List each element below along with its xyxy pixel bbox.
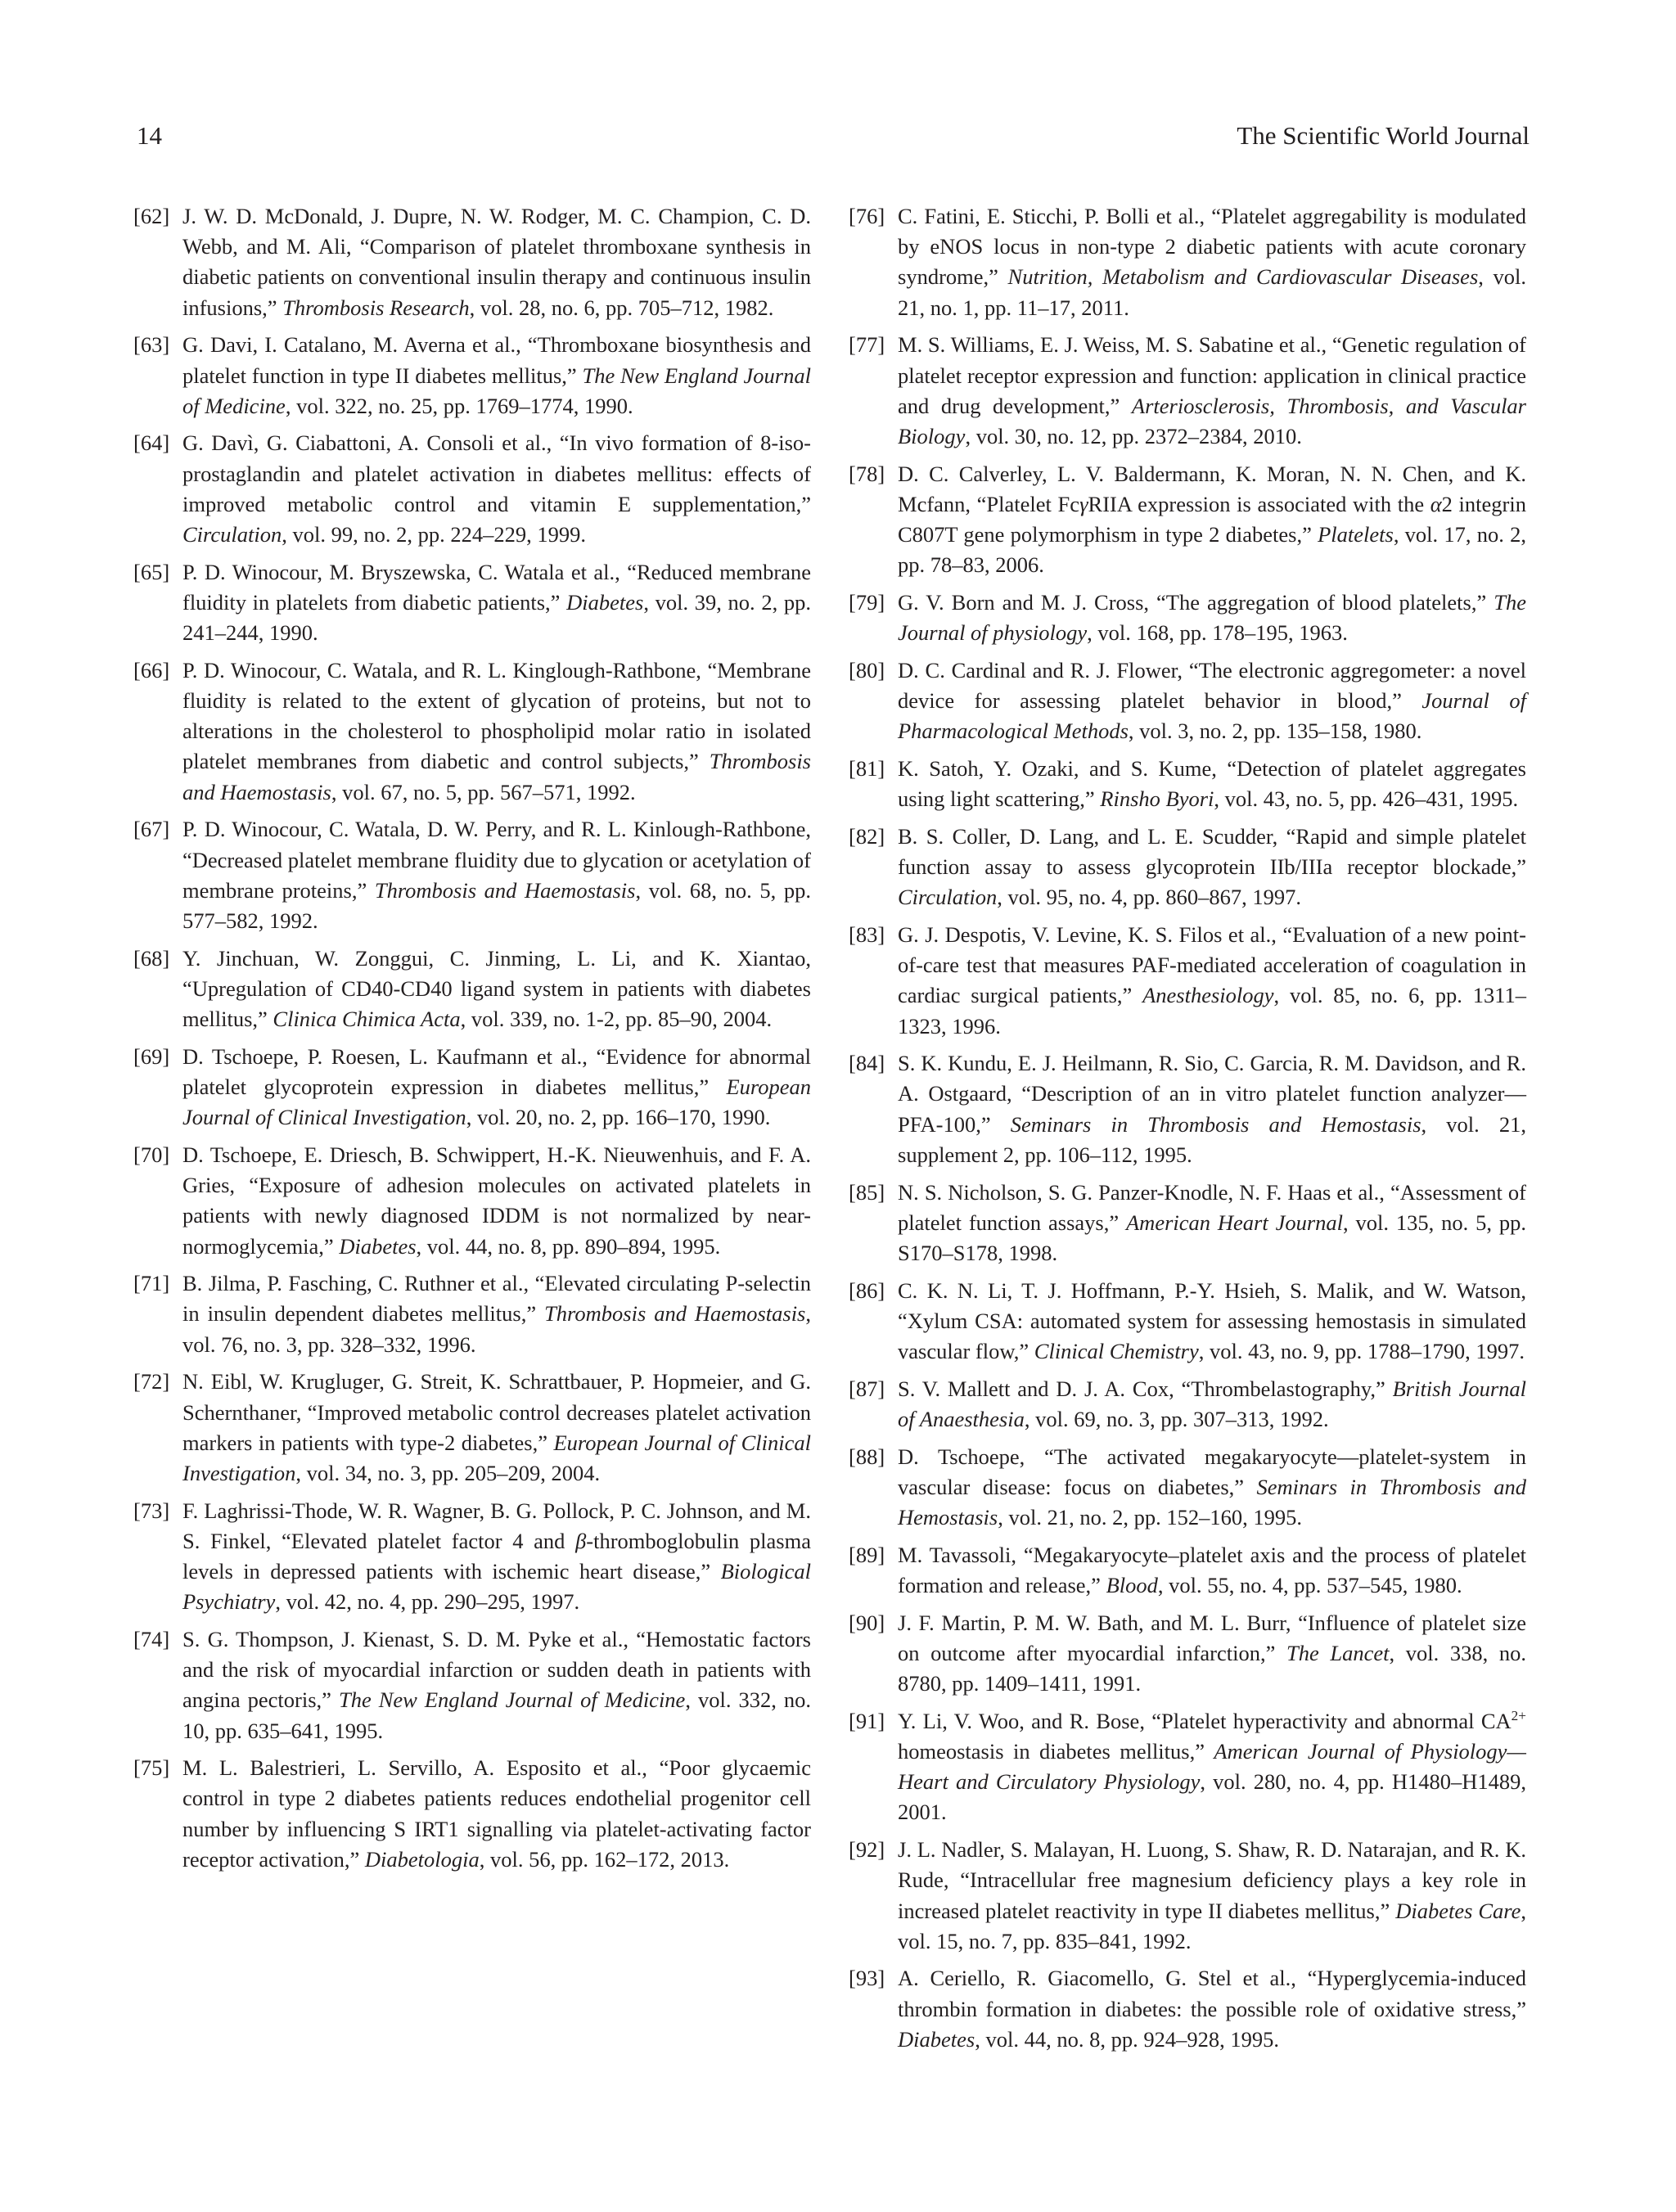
reference-number: [90]	[849, 1610, 885, 1635]
reference-text-part: M. S. Williams, E. J. Weiss, M. S. Sabatine et al., “Genetic regulation of platelet receptor expression and function: application in clinical practice and drug development,”	[898, 332, 1526, 418]
reference-italic-text: European Journal of Clinical Investigation	[182, 1074, 811, 1130]
reference-number: [88]	[849, 1444, 885, 1469]
reference-number: [66]	[133, 657, 170, 683]
reference-italic-text: The Lancet	[1286, 1640, 1390, 1665]
reference-italic-text: Diabetes	[898, 2026, 975, 2052]
reference-text	[182, 204, 811, 320]
reference-text-part: , vol. 135, no. 5, pp. S170–S178, 1998.	[898, 1210, 1526, 1265]
reference-number: [84]	[849, 1051, 885, 1076]
reference-text-part: -thromboglobulin plasma levels in depressed patients with ischemic heart disease,”	[182, 1528, 811, 1584]
reference-text-part: P. D. Winocour, M. Bryszewska, C. Watala et al., “Reduced membrane fluidity in platelets from diabetic patients,”	[182, 559, 811, 615]
reference-text-part: , vol. 39, no. 2, pp. 241–244, 1990.	[182, 589, 811, 646]
reference-entry	[849, 1608, 1526, 1700]
reference-text-part: , vol. 21, supplement 2, pp. 106–112, 1995.	[898, 1111, 1526, 1167]
reference-entry	[849, 1276, 1526, 1367]
reference-entry	[849, 588, 1526, 648]
reference-entry	[849, 920, 1526, 1042]
reference-text-part: M. L. Balestrieri, L. Servillo, A. Esposito et al., “Poor glycaemic control in type 2 diabetes patients reduces endothelial progenitor cell number by influencing S IRT1 signalling via platelet-activating factor receptor activation,”	[182, 1755, 811, 1872]
reference-text-part: A. Ceriello, R. Giacomello, G. Stel et al., “Hyperglycemia-induced thrombin formation in diabetes: the possible role of oxidative stress,”	[898, 1966, 1526, 2021]
reference-text-part: , vol. 17, no. 2, pp. 78–83, 2006.	[898, 522, 1526, 578]
reference-text	[898, 1051, 1526, 1167]
reference-text	[182, 1627, 811, 1743]
reference-text-part: D. C. Calverley, L. V. Baldermann, K. Moran, N. N. Chen, and K. Mcfann, “Platelet Fc	[898, 461, 1526, 516]
reference-text	[898, 1180, 1526, 1265]
reference-text	[898, 590, 1526, 645]
reference-entry	[133, 428, 811, 550]
reference-text-part: B. Jilma, P. Fasching, C. Ruthner et al., “Elevated circulating P-selectin in insulin dependent diabetes mellitus,”	[182, 1271, 811, 1327]
reference-number: [85]	[849, 1179, 885, 1205]
reference-number: [92]	[849, 1837, 885, 1863]
reference-text	[898, 756, 1526, 811]
reference-number: [70]	[133, 1142, 170, 1167]
reference-number: [82]	[849, 823, 885, 849]
reference-text-part: , vol. 34, no. 3, pp. 205–209, 2004.	[295, 1460, 601, 1485]
reference-italic-text: Diabetologia	[364, 1846, 480, 1872]
reference-number: [65]	[133, 559, 170, 584]
page-header	[137, 116, 1530, 155]
reference-text-part: 2+	[1511, 1708, 1526, 1724]
reference-italic-text: Nutrition, Metabolism and Cardiovascular Diseases	[1007, 264, 1479, 290]
reference-text-part: N. Eibl, W. Krugluger, G. Streit, K. Schrattbauer, P. Hopmeier, and G. Schernthaner, “Improved metabolic control decreases platelet activation markers in patients with type-2 diabetes,”	[182, 1369, 811, 1455]
reference-text-part: C. K. N. Li, T. J. Hoffmann, P.-Y. Hsieh, S. Malik, and W. Watson, “Xylum CSA: automated system for assessing hemostasis in simulated vascular flow,”	[898, 1277, 1526, 1364]
reference-number: [89]	[849, 1542, 885, 1567]
reference-italic-text: European Journal of Clinical Investigation	[182, 1430, 811, 1485]
reference-italic-text: γ	[1079, 491, 1088, 516]
reference-text	[182, 946, 811, 1031]
references-left-column	[133, 201, 811, 1882]
reference-text-part: , vol. 44, no. 8, pp. 924–928, 1995.	[975, 2026, 1279, 2052]
reference-italic-text: Arteriosclerosis, Thrombosis, and Vascular Biology	[898, 393, 1526, 448]
reference-text	[898, 1278, 1526, 1363]
reference-italic-text: Thrombosis and Haemostasis	[374, 877, 636, 903]
reference-text-part: , vol. 68, no. 5, pp. 577–582, 1992.	[182, 877, 811, 933]
reference-text-part: J. W. D. McDonald, J. Dupre, N. W. Rodger, M. C. Champion, C. D. Webb, and M. Ali, “Comparison of platelet thromboxane synthesis in diabetic patients on conventional insulin therapy and continuous insulin infusions,”	[182, 204, 811, 320]
reference-italic-text: Circulation	[182, 522, 282, 547]
reference-text	[182, 1044, 811, 1129]
reference-italic-text: Clinical Chemistry	[1034, 1339, 1199, 1364]
reference-entry	[849, 1706, 1526, 1828]
reference-text	[898, 1709, 1526, 1825]
reference-entry	[133, 1042, 811, 1133]
reference-number: [69]	[133, 1043, 170, 1069]
reference-entry	[133, 201, 811, 323]
reference-italic-text: The New England Journal of Medicine	[182, 363, 811, 418]
reference-text	[182, 817, 811, 933]
reference-text	[182, 332, 811, 417]
reference-text	[898, 462, 1526, 578]
reference-text-part: G. Davi, I. Catalano, M. Averna et al., “Thromboxane biosynthesis and platelet function in type II diabetes mellitus,”	[182, 332, 811, 388]
reference-text-part: , vol. 168, pp. 178–195, 1963.	[1087, 620, 1348, 646]
reference-text-part: D. Tschoepe, “The activated megakaryocyte—platelet-system in vascular disease: focus on diabetes,”	[898, 1444, 1526, 1499]
reference-entry	[133, 1140, 811, 1262]
reference-text-part: D. Tschoepe, E. Driesch, B. Schwippert, H.-K. Nieuwenhuis, and F. A. Gries, “Exposure of adhesion molecules on activated platelets in patients with newly diagnosed IDDM is not normalized by near-normoglycemia,”	[182, 1142, 811, 1259]
reference-italic-text: Diabetes	[566, 589, 644, 615]
reference-italic-text: Seminars in Thrombosis and Hemostasis	[898, 1474, 1526, 1530]
reference-number: [75]	[133, 1755, 170, 1781]
reference-entry	[133, 814, 811, 936]
reference-number: [74]	[133, 1626, 170, 1651]
reference-text-part: , vol. 280, no. 4, pp. H1480–H1489, 2001.	[898, 1769, 1526, 1825]
reference-italic-text: Diabetes	[339, 1233, 417, 1259]
reference-italic-text: Seminars in Thrombosis and Hemostasis	[1010, 1111, 1421, 1137]
reference-text-part: , vol. 20, no. 2, pp. 166–170, 1990.	[466, 1105, 771, 1130]
reference-text-part: , vol. 42, no. 4, pp. 290–295, 1997.	[275, 1589, 580, 1615]
reference-number: [77]	[849, 332, 885, 358]
reference-text-part: S. K. Kundu, E. J. Heilmann, R. Sio, C. Garcia, R. M. Davidson, and R. A. Ostgaard, “Description of an in vitro platelet function analyzer—PFA-100,”	[898, 1051, 1526, 1137]
reference-entry	[133, 557, 811, 649]
reference-number: [83]	[849, 921, 885, 947]
reference-text	[898, 204, 1526, 320]
reference-text-part: , vol. 76, no. 3, pp. 328–332, 1996.	[182, 1301, 811, 1357]
reference-number: [78]	[849, 461, 885, 486]
references-right-column	[849, 201, 1526, 2062]
reference-text-part: , vol. 69, no. 3, pp. 307–313, 1992.	[1024, 1407, 1329, 1432]
reference-number: [73]	[133, 1498, 170, 1523]
reference-text-part: S. V. Mallett and D. J. A. Cox, “Thrombelastography,”	[898, 1376, 1393, 1401]
reference-italic-text: β	[575, 1528, 587, 1553]
reference-text-part: , vol. 339, no. 1-2, pp. 85–90, 2004.	[460, 1007, 773, 1032]
reference-text-part: , vol. 67, no. 5, pp. 567–571, 1992.	[331, 779, 636, 804]
reference-text-part: J. F. Martin, P. M. W. Bath, and M. L. Burr, “Influence of platelet size on outcome after myocardial infarction,”	[898, 1610, 1526, 1665]
reference-number: [91]	[849, 1708, 885, 1733]
reference-number: [68]	[133, 945, 170, 971]
reference-number: [63]	[133, 332, 170, 358]
reference-entry	[849, 1048, 1526, 1170]
reference-text	[182, 658, 811, 804]
reference-text	[182, 1755, 811, 1872]
reference-entry	[133, 1367, 811, 1489]
reference-number: [67]	[133, 817, 170, 842]
reference-entry	[849, 1540, 1526, 1601]
reference-text-part: P. D. Winocour, C. Watala, and R. L. Kinglough-Rathbone, “Membrane fluidity is related to the extent of glycation of proteins, but not to alterations in the cholesterol to phospholipid molar ratio in isolated platelet membranes from diabetic and control subjects,”	[182, 657, 811, 774]
reference-text-part: , vol. 30, no. 12, pp. 2372–2384, 2010.	[965, 423, 1302, 448]
reference-text-part: J. L. Nadler, S. Malayan, H. Luong, S. Shaw, R. D. Natarajan, and R. K. Rude, “Intracellular free magnesium deficiency plays a key role in increased platelet reactivity in type II diabetes mellitus,”	[898, 1837, 1526, 1923]
reference-text-part: , vol. 43, no. 9, pp. 1788–1790, 1997.	[1198, 1339, 1525, 1364]
reference-number: [62]	[133, 204, 170, 228]
reference-number: [79]	[849, 589, 885, 615]
reference-entry	[849, 330, 1526, 452]
reference-number: [81]	[849, 755, 885, 781]
reference-italic-text: Thrombosis and Haemostasis	[182, 749, 811, 804]
reference-number: [71]	[133, 1271, 170, 1296]
reference-text-part: , vol. 55, no. 4, pp. 537–545, 1980.	[1157, 1573, 1462, 1598]
reference-text-part: , vol. 3, no. 2, pp. 135–158, 1980.	[1128, 719, 1422, 744]
reference-text	[898, 1966, 1526, 2051]
reference-italic-text: Platelets	[1318, 522, 1394, 547]
reference-text-part: G. J. Despotis, V. Levine, K. S. Filos et al., “Evaluation of a new point-of-care test that measures PAF-mediated acceleration of coagulation in cardiac surgical patients,”	[898, 921, 1526, 1008]
reference-italic-text: Journal of Pharmacological Methods	[898, 688, 1526, 744]
reference-number: [64]	[133, 430, 170, 456]
reference-entry	[849, 459, 1526, 581]
reference-entry	[133, 1496, 811, 1618]
reference-text-part: B. S. Coller, D. Lang, and L. E. Scudder, “Rapid and simple platelet function assay to assess glycoprotein IIb/IIIa receptor blockade,”	[898, 823, 1526, 880]
reference-text-part: , vol. 56, pp. 162–172, 2013.	[479, 1846, 730, 1872]
reference-text-part: F. Laghrissi-Thode, W. R. Wagner, B. G. Pollock, P. C. Johnson, and M. S. Finkel, “Elevated platelet factor 4 and	[182, 1498, 811, 1553]
reference-number: [93]	[849, 1966, 885, 1991]
reference-italic-text: British Journal of Anaesthesia	[898, 1376, 1527, 1432]
reference-entry	[849, 1835, 1526, 1957]
reference-text-part: , vol. 99, no. 2, pp. 224–229, 1999.	[282, 522, 586, 547]
reference-entry	[849, 1442, 1526, 1534]
reference-entry	[849, 201, 1526, 323]
reference-entry	[133, 655, 811, 808]
reference-text	[898, 824, 1526, 909]
reference-text-part: , vol. 43, no. 5, pp. 426–431, 1995.	[1214, 786, 1519, 812]
reference-entry	[849, 1178, 1526, 1269]
reference-text-part: G. V. Born and M. J. Cross, “The aggregation of blood platelets,”	[898, 589, 1494, 615]
reference-text-part: RIIA expression is associated with the	[1088, 491, 1430, 516]
reference-text-part: , vol. 15, no. 7, pp. 835–841, 1992.	[898, 1898, 1526, 1953]
reference-text	[898, 658, 1526, 743]
reference-italic-text: American Heart Journal	[1126, 1210, 1344, 1235]
page-number: 14	[137, 121, 162, 150]
reference-text-part: M. Tavassoli, “Megakaryocyte–platelet axis and the process of platelet formation and release,”	[898, 1542, 1526, 1598]
reference-text-part: D. C. Cardinal and R. J. Flower, “The electronic aggregometer: a novel device for assessing platelet behavior in blood,”	[898, 657, 1526, 714]
reference-text-part: K. Satoh, Y. Ozaki, and S. Kume, “Detection of platelet aggregates using light scattering,”	[898, 755, 1526, 812]
reference-text-part: G. Davì, G. Ciabattoni, A. Consoli et al., “In vivo formation of 8-iso-prostaglandin and platelet activation in diabetes mellitus: effects of improved metabolic control and vitamin E supplementation,”	[182, 430, 811, 516]
reference-text-part: , vol. 338, no. 8780, pp. 1409–1411, 1991.	[898, 1640, 1526, 1696]
reference-text	[182, 1369, 811, 1485]
reference-italic-text: Anesthesiology	[1142, 983, 1274, 1008]
reference-italic-text: Clinica Chimica Acta	[273, 1007, 461, 1032]
reference-text-part: , vol. 21, no. 1, pp. 11–17, 2011.	[898, 264, 1526, 320]
reference-text-part: , vol. 95, no. 4, pp. 860–867, 1997.	[997, 885, 1301, 910]
reference-italic-text: Blood	[1106, 1573, 1158, 1598]
reference-number: [76]	[849, 204, 885, 228]
reference-entry	[133, 1624, 811, 1746]
reference-italic-text: α	[1430, 491, 1442, 516]
reference-entry	[133, 944, 811, 1035]
reference-italic-text: Circulation	[898, 885, 998, 910]
reference-entry	[849, 754, 1526, 814]
reference-italic-text: Biological Psychiatry	[182, 1559, 811, 1615]
reference-text-part: P. D. Winocour, C. Watala, D. W. Perry, and R. L. Kinlough-Rathbone, “Decreased platelet membrane fluidity due to glycation or acetylation of membrane proteins,”	[182, 817, 811, 903]
reference-entry	[849, 655, 1526, 747]
reference-text	[182, 430, 811, 547]
reference-text	[898, 1837, 1526, 1953]
reference-italic-text: Thrombosis Research	[282, 295, 470, 320]
reference-text	[898, 1611, 1526, 1696]
reference-text-part: , vol. 322, no. 25, pp. 1769–1774, 1990.	[285, 393, 633, 418]
reference-entry	[849, 1374, 1526, 1435]
reference-text-part: , vol. 28, no. 6, pp. 705–712, 1982.	[469, 295, 774, 320]
journal-name: The Scientific World Journal	[1237, 121, 1530, 150]
reference-italic-text: The New England Journal of Medicine	[338, 1687, 686, 1713]
reference-text-part: , vol. 332, no. 10, pp. 635–641, 1995.	[182, 1687, 811, 1743]
reference-text-part: 2 integrin C807T gene polymorphism in type 2 diabetes,”	[898, 491, 1526, 547]
reference-entry	[849, 1963, 1526, 2055]
reference-entry	[133, 1753, 811, 1875]
reference-text-part: S. G. Thompson, J. Kienast, S. D. M. Pyke et al., “Hemostatic factors and the risk of myocardial infarction or sudden death in patients with angina pectoris,”	[182, 1626, 811, 1713]
reference-text	[182, 1271, 811, 1356]
reference-text	[182, 1498, 811, 1615]
reference-text-part: Y. Li, V. Woo, and R. Bose, “Platelet hyperactivity and abnormal CA	[898, 1708, 1512, 1733]
reference-entry	[133, 1268, 811, 1360]
reference-italic-text: The Journal of physiology	[898, 589, 1526, 646]
reference-text	[182, 1142, 811, 1259]
reference-text-part: , vol. 85, no. 6, pp. 1311–1323, 1996.	[898, 983, 1526, 1038]
reference-text-part: C. Fatini, E. Sticchi, P. Bolli et al., “Platelet aggregability is modulated by eNOS locus in non-type 2 diabetic patients with acute coronary syndrome,”	[898, 204, 1526, 290]
reference-italic-text: Rinsho Byori	[1100, 786, 1214, 812]
reference-italic-text: American Journal of Physiology—Heart and Circulatory Physiology	[898, 1739, 1526, 1795]
reference-number: [87]	[849, 1376, 885, 1401]
reference-entry	[133, 330, 811, 421]
reference-text	[898, 922, 1526, 1038]
reference-text	[182, 560, 811, 645]
reference-text	[898, 1543, 1526, 1597]
reference-italic-text: Thrombosis and Haemostasis	[544, 1301, 806, 1327]
reference-text-part: homeostasis in diabetes mellitus,”	[898, 1739, 1214, 1764]
reference-text-part: N. S. Nicholson, S. G. Panzer-Knodle, N. F. Haas et al., “Assessment of platelet function assays,”	[898, 1179, 1526, 1235]
reference-text-part: D. Tschoepe, P. Roesen, L. Kaufmann et al., “Evidence for abnormal platelet glycoprotein expression in diabetes mellitus,”	[182, 1043, 811, 1099]
reference-number: [72]	[133, 1369, 170, 1394]
reference-number: [86]	[849, 1277, 885, 1303]
reference-text-part: , vol. 21, no. 2, pp. 152–160, 1995.	[998, 1505, 1302, 1530]
reference-text	[898, 332, 1526, 448]
reference-text-part: Y. Jinchuan, W. Zonggui, C. Jinming, L. Li, and K. Xiantao, “Upregulation of CD40-CD40 ligand system in patients with diabetes mellitus,”	[182, 945, 811, 1032]
reference-italic-text: Diabetes Care	[1395, 1898, 1521, 1923]
reference-text	[898, 1376, 1526, 1431]
reference-text	[898, 1444, 1526, 1529]
reference-entry	[849, 822, 1526, 913]
reference-text-part: , vol. 44, no. 8, pp. 890–894, 1995.	[416, 1233, 721, 1259]
reference-number: [80]	[849, 657, 885, 683]
